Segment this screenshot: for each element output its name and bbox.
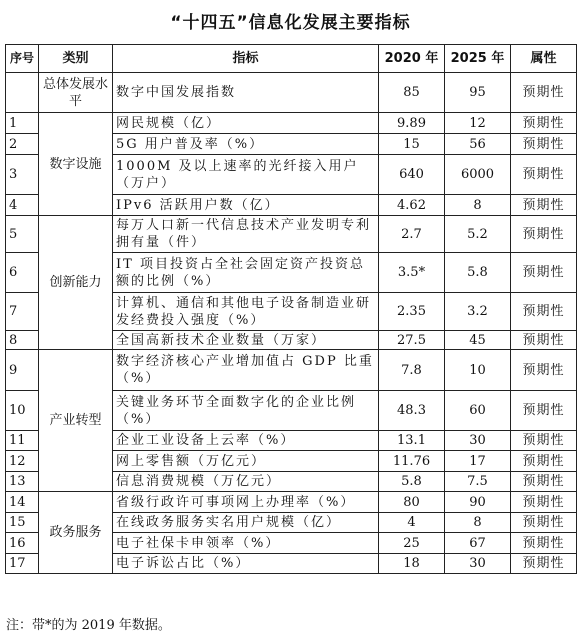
value-2020: 7.8 [379, 350, 445, 391]
indicator-cell: 网上零售额（万亿元） [113, 451, 379, 472]
attribute-cell: 预期性 [511, 155, 577, 195]
indicator-cell: 电子诉讼占比（%） [113, 554, 379, 574]
category-cell: 政务服务 [39, 492, 113, 574]
indicator-cell: 数字经济核心产业增加值占 GDP 比重（%） [113, 350, 379, 391]
indicator-cell: IPv6 活跃用户数（亿） [113, 195, 379, 216]
attribute-cell: 预期性 [511, 293, 577, 331]
value-2020: 48.3 [379, 391, 445, 431]
attribute-cell: 预期性 [511, 554, 577, 574]
attribute-cell: 预期性 [511, 331, 577, 350]
row-seq: 12 [6, 451, 39, 472]
attribute-cell: 预期性 [511, 492, 577, 513]
value-2020: 5.8 [379, 472, 445, 492]
row-seq: 11 [6, 431, 39, 451]
category-cell: 数字设施 [39, 113, 113, 216]
attribute-cell: 预期性 [511, 113, 577, 134]
attribute-cell: 预期性 [511, 451, 577, 472]
value-2025: 95 [445, 73, 511, 113]
value-2025: 17 [445, 451, 511, 472]
indicator-cell: 企业工业设备上云率（%） [113, 431, 379, 451]
table-row [6, 216, 577, 253]
indicator-cell: 全国高新技术企业数量（万家） [113, 331, 379, 350]
value-2020: 2.35 [379, 293, 445, 331]
value-2025: 45 [445, 331, 511, 350]
value-2020: 25 [379, 533, 445, 554]
table-row [6, 492, 577, 513]
value-2025: 7.5 [445, 472, 511, 492]
header-category: 类别 [39, 45, 113, 73]
category-cell: 创新能力 [39, 216, 113, 350]
row-seq: 3 [6, 155, 39, 195]
header-seq: 序号 [6, 45, 39, 73]
row-seq: 8 [6, 331, 39, 350]
row-seq: 2 [6, 134, 39, 155]
table-row [6, 73, 577, 113]
row-seq: 5 [6, 216, 39, 253]
indicator-cell: 在线政务服务实名用户规模（亿） [113, 513, 379, 533]
table-row [6, 350, 577, 391]
value-2025: 5.8 [445, 253, 511, 293]
footnote: 注：带*的为 2019 年数据。 [6, 618, 171, 633]
attribute-cell: 预期性 [511, 350, 577, 391]
value-2020: 4 [379, 513, 445, 533]
row-seq: 17 [6, 554, 39, 574]
value-2020: 15 [379, 134, 445, 155]
indicators-table [5, 44, 577, 574]
row-seq: 7 [6, 293, 39, 331]
document-title: “十四五”信息化发展主要指标 [170, 13, 411, 33]
row-seq: 15 [6, 513, 39, 533]
attribute-cell: 预期性 [511, 431, 577, 451]
value-2025: 8 [445, 195, 511, 216]
row-seq: 13 [6, 472, 39, 492]
category-cell: 总体发展水平 [39, 73, 113, 113]
attribute-cell: 预期性 [511, 391, 577, 431]
indicator-cell: 电子社保卡申领率（%） [113, 533, 379, 554]
category-cell: 产业转型 [39, 350, 113, 492]
header-row [6, 45, 577, 73]
attribute-cell: 预期性 [511, 134, 577, 155]
value-2025: 30 [445, 431, 511, 451]
row-seq [6, 73, 39, 113]
row-seq: 6 [6, 253, 39, 293]
value-2025: 10 [445, 350, 511, 391]
indicator-cell: 每万人口新一代信息技术产业发明专利拥有量（件） [113, 216, 379, 253]
indicator-cell: 数字中国发展指数 [113, 73, 379, 113]
header-2025: 2025 年 [445, 45, 511, 73]
value-2020: 2.7 [379, 216, 445, 253]
attribute-cell: 预期性 [511, 533, 577, 554]
value-2025: 12 [445, 113, 511, 134]
value-2025: 60 [445, 391, 511, 431]
attribute-cell: 预期性 [511, 195, 577, 216]
value-2020: 85 [379, 73, 445, 113]
value-2020: 27.5 [379, 331, 445, 350]
attribute-cell: 预期性 [511, 73, 577, 113]
indicator-cell: 计算机、通信和其他电子设备制造业研发经费投入强度（%） [113, 293, 379, 331]
value-2020: 18 [379, 554, 445, 574]
value-2020: 4.62 [379, 195, 445, 216]
row-seq: 1 [6, 113, 39, 134]
value-2025: 8 [445, 513, 511, 533]
indicator-cell: IT 项目投资占全社会固定资产投资总额的比例（%） [113, 253, 379, 293]
value-2025: 6000 [445, 155, 511, 195]
indicator-cell: 省级行政许可事项网上办理率（%） [113, 492, 379, 513]
indicator-cell: 信息消费规模（万亿元） [113, 472, 379, 492]
row-seq: 16 [6, 533, 39, 554]
attribute-cell: 预期性 [511, 216, 577, 253]
value-2025: 90 [445, 492, 511, 513]
header-attribute: 属性 [511, 45, 577, 73]
attribute-cell: 预期性 [511, 513, 577, 533]
value-2025: 5.2 [445, 216, 511, 253]
value-2025: 56 [445, 134, 511, 155]
value-2025: 3.2 [445, 293, 511, 331]
attribute-cell: 预期性 [511, 472, 577, 492]
indicator-cell: 5G 用户普及率（%） [113, 134, 379, 155]
value-2020: 13.1 [379, 431, 445, 451]
value-2020: 640 [379, 155, 445, 195]
header-indicator: 指标 [113, 45, 379, 73]
row-seq: 14 [6, 492, 39, 513]
header-2020: 2020 年 [379, 45, 445, 73]
indicator-cell: 网民规模（亿） [113, 113, 379, 134]
table-row [6, 113, 577, 134]
value-2025: 67 [445, 533, 511, 554]
indicator-cell: 关键业务环节全面数字化的企业比例（%） [113, 391, 379, 431]
row-seq: 10 [6, 391, 39, 431]
value-2020: 11.76 [379, 451, 445, 472]
value-2020: 80 [379, 492, 445, 513]
value-2020: 3.5* [379, 253, 445, 293]
value-2025: 30 [445, 554, 511, 574]
indicator-cell: 1000M 及以上速率的光纤接入用户（万户） [113, 155, 379, 195]
attribute-cell: 预期性 [511, 253, 577, 293]
row-seq: 9 [6, 350, 39, 391]
value-2020: 9.89 [379, 113, 445, 134]
row-seq: 4 [6, 195, 39, 216]
